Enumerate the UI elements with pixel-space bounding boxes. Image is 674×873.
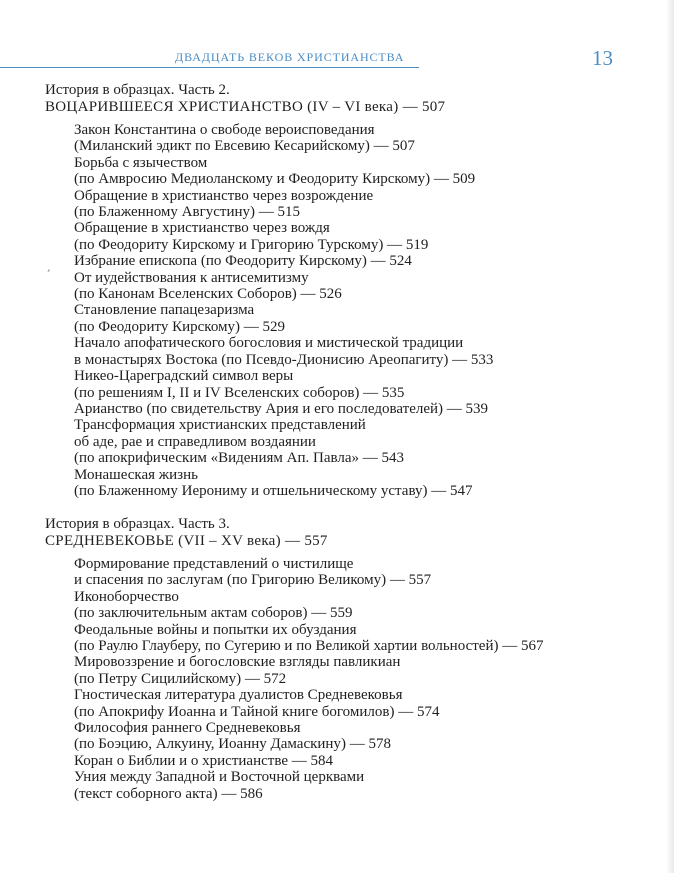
toc-line: (по Блаженному Августину) — 515 xyxy=(74,204,300,221)
toc-line: Гностическая литература дуалистов Средневековья xyxy=(74,687,403,704)
toc-list xyxy=(45,556,543,802)
toc-line: (по Апокрифу Иоанна и Тайной книге богомилов) — 574 xyxy=(74,703,440,720)
toc-line: (по Амвросию Медиоланскому и Феодориту Кирскому) — 509 xyxy=(74,171,476,188)
toc-line: (по Феодориту Кирскому) — 529 xyxy=(74,318,286,335)
toc-line: (по Петру Сицилийскому) — 572 xyxy=(74,670,287,687)
toc-line: об аде, рае и справедливом воздаянии xyxy=(74,433,316,450)
toc-line: (Миланский эдикт по Евсевию Кесарийскому) — 507 xyxy=(74,138,415,155)
toc-line: Закон Константина о свободе вероисповедания xyxy=(74,122,375,138)
toc-line: Борьба с язычеством xyxy=(74,154,208,171)
section-label: История в образцах. Часть 2. xyxy=(45,82,230,98)
toc-line: Трансформация христианских представлений xyxy=(74,417,366,434)
toc-line: (текст соборного акта) — 586 xyxy=(74,785,263,802)
toc-line: в монастырях Востока (по Псевдо-Дионисию Ареопагиту) — 533 xyxy=(74,351,494,368)
toc-line: Становление папацезаризма xyxy=(74,302,255,319)
running-header xyxy=(0,50,420,66)
section-title: СРЕДНЕВЕКОВЬЕ (VII – XV века) — 557 xyxy=(45,532,328,549)
toc-line: (по Канонам Вселенских Соборов) — 526 xyxy=(74,286,342,303)
toc-line: Философия раннего Средневековья xyxy=(74,720,301,737)
toc-line: (по Феодориту Кирскому и Григорию Турскому) — 519 xyxy=(74,236,429,253)
toc-line: Уния между Западной и Восточной церквами xyxy=(74,769,365,786)
section-part-3 xyxy=(45,516,543,802)
page-edge-shadow xyxy=(666,0,674,873)
toc-list xyxy=(45,122,493,499)
stray-mark: ʼ xyxy=(44,267,52,280)
toc-line: (по Блаженному Иерониму и отшельническому уставу) — 547 xyxy=(74,482,473,499)
toc-line: Иконоборчество xyxy=(74,588,179,605)
toc-line: От иудействования к антисемитизму xyxy=(74,269,309,286)
toc-line: Феодальные войны и попытки их обуздания xyxy=(74,621,357,638)
toc-line: и спасения по заслугам (по Григорию Великому) — 557 xyxy=(74,572,432,589)
section-part-2 xyxy=(45,82,493,499)
toc-line: Никео-Цареградский символ веры xyxy=(74,368,294,385)
toc-line: (по апокрифическим «Видениям Ап. Павла» — 543 xyxy=(74,450,405,467)
page-number: 13 xyxy=(592,46,613,70)
toc-line: (по решениям I, II и IV Вселенских соборов) — 535 xyxy=(74,384,405,401)
toc-line: (по заключительным актам соборов) — 559 xyxy=(74,605,353,622)
toc-line: (по Раулю Глауберу, по Сугерию и по Великой хартии вольностей) — 567 xyxy=(74,638,544,655)
toc-line: Арианство (по свидетельству Ария и его последователей) — 539 xyxy=(74,400,489,417)
section-title: ВОЦАРИВШЕЕСЯ ХРИСТИАНСТВО (IV – VI века) — 507 xyxy=(45,98,446,115)
toc-line: Избрание епископа (по Феодориту Кирскому) — 524 xyxy=(74,253,412,270)
toc-line: Коран о Библии и о христианстве — 584 xyxy=(74,752,333,769)
toc-line: (по Боэцию, Алкуину, Иоанну Дамаскину) — 578 xyxy=(74,736,391,753)
running-title: ДВАДЦАТЬ ВЕКОВ ХРИСТИАНСТВА xyxy=(175,50,405,64)
header-rule xyxy=(0,67,419,68)
toc-line: Формирование представлений о чистилище xyxy=(74,556,354,572)
section-label: История в образцах. Часть 3. xyxy=(45,516,230,532)
toc-line: Обращение в христианство через возрождение xyxy=(74,187,374,204)
toc-line: Мировоззрение и богословские взгляды павликиан xyxy=(74,654,401,671)
toc-line: Монашеская жизнь xyxy=(74,466,198,483)
toc-line: Начало апофатического богословия и мистической традиции xyxy=(74,335,464,352)
toc-line: Обращение в христианство через вождя xyxy=(74,220,330,237)
